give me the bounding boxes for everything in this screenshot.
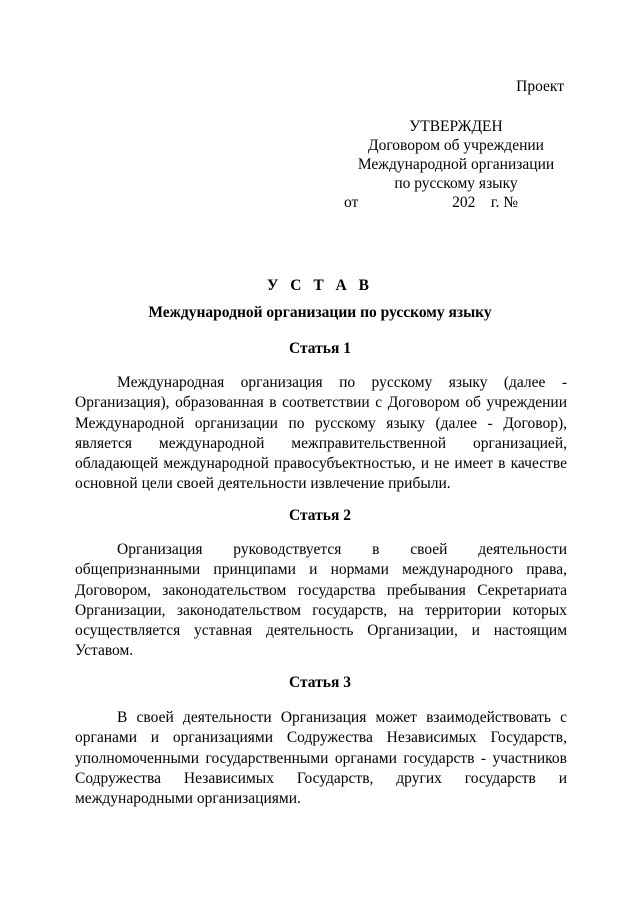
article-1-text: Международная организация по русскому языку (далее - Организация), образованная в соответствии с Договором об учреждении Международной организации по русскому языку (далее - Договор), является международной межправительственной организацией, обладающей международной правосубъектностью, и не имеет в качестве основной цели своей деятельности извлечение прибыли. [75, 374, 567, 493]
article-2-text: Организация руководствуется в своей деятельности общепризнанными принципами и нормами международного права, Договором, законодательством государства пребывания Секретариата Организации, законодательством государств, на территории которых осуществляется уставная деятельность Организации, и настоящим Уставом. [75, 541, 567, 660]
approval-heading: УТВЕРЖДЕН [409, 118, 503, 135]
article-3-heading: Статья 3 [289, 674, 351, 691]
approval-line-3: по русскому языку [394, 175, 518, 192]
approval-line-2: Международной организации [357, 156, 555, 173]
article-2-heading: Статья 2 [289, 507, 351, 524]
draft-label: Проект [516, 78, 564, 95]
approval-date-right [452, 193, 518, 212]
approval-date-line [340, 193, 572, 212]
charter-title: У С Т А В [267, 277, 373, 294]
approval-date-suffix: г. № [490, 194, 518, 211]
charter-subtitle: Международной организации по русскому языку [148, 304, 492, 321]
approval-block [340, 117, 572, 212]
approval-date-year: 202 [452, 194, 476, 211]
article-3-text: В своей деятельности Организация может взаимодействовать с органами и организациями Содружества Независимых Государств, уполномоченными государственными органами государств - участников Содружества Независимых Государств, других государств и международными организациями. [75, 709, 567, 808]
approval-date-from: от [344, 194, 359, 211]
approval-line-1: Договором об учреждении [368, 137, 544, 154]
article-1-heading: Статья 1 [289, 340, 351, 357]
